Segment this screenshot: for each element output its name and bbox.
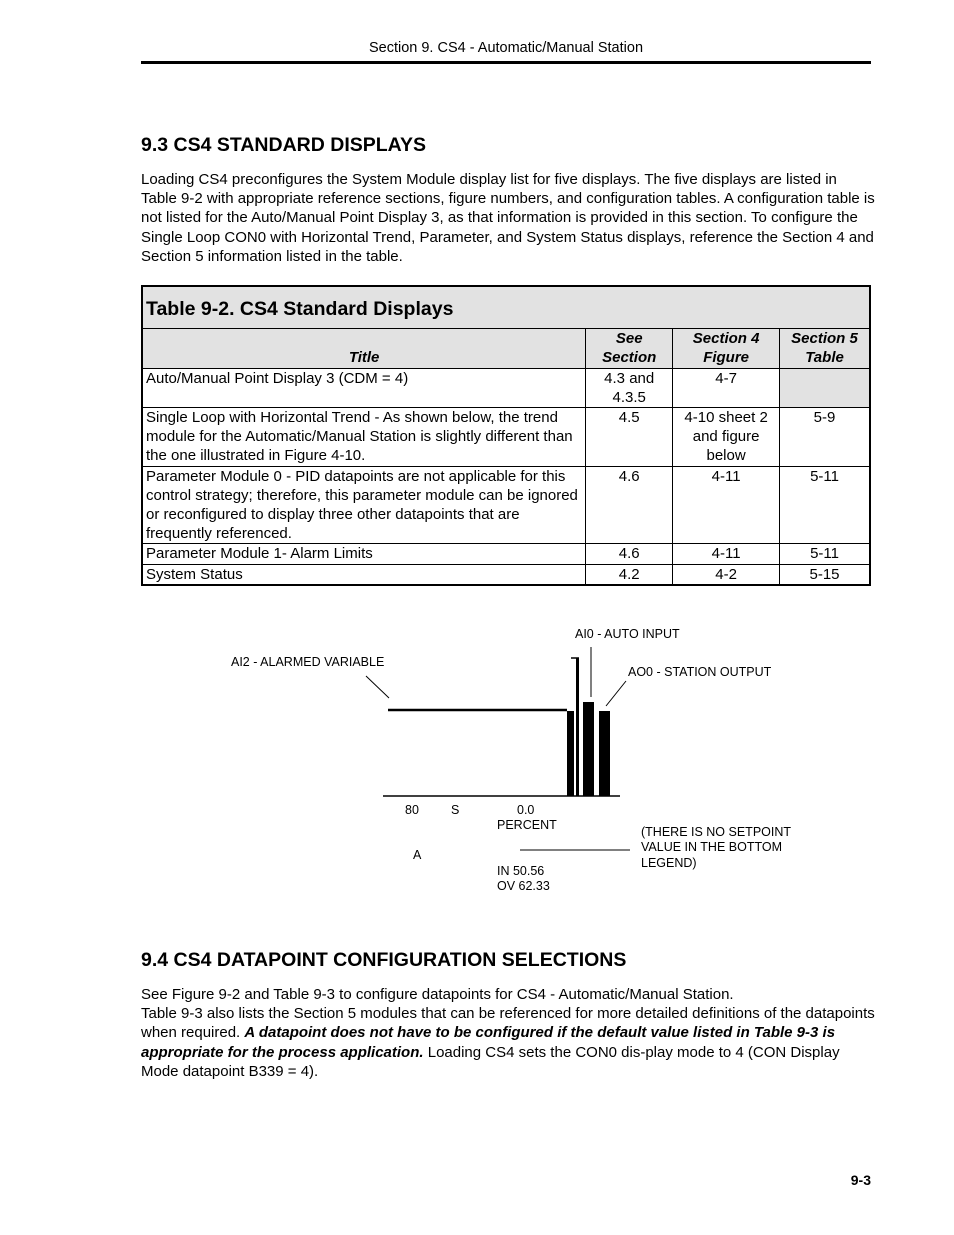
cell-see-section: 4.6 — [586, 544, 673, 564]
cell-title: Parameter Module 1- Alarm Limits — [143, 544, 586, 564]
legend-in-value: IN 50.56 — [497, 864, 545, 878]
section-9-4-continued-text — [141, 1004, 876, 1081]
cell-section5-table: 5-15 — [780, 564, 870, 584]
column-header-title: Title — [143, 329, 586, 368]
section-9-3-heading: 9.3 CS4 STANDARD DISPLAYS — [141, 134, 426, 156]
section-9-4-text-after: Loading CS4 sets the CON0 dis-play mode to 4 (CON Display Mode datapoint B339 = 4). — [141, 1043, 840, 1080]
setpoint-note-line1: (THERE IS NO SETPOINT — [641, 825, 792, 839]
legend-s: S — [451, 803, 460, 817]
section-9-4-paragraph — [141, 985, 876, 1081]
column-header-section5-table: Section 5 Table — [780, 329, 870, 368]
table-row — [143, 564, 870, 584]
bar-station-output — [599, 711, 610, 796]
standard-displays-table — [141, 285, 871, 586]
cell-section4-figure: 4-11 — [673, 466, 780, 544]
column-header-section4-figure: Section 4 Figure — [673, 329, 780, 368]
cell-see-section: 4.3 and 4.3.5 — [586, 368, 673, 407]
table-row — [143, 466, 870, 544]
trend-module-diagram — [0, 600, 954, 910]
cell-section4-figure: 4-7 — [673, 368, 780, 407]
cell-section5-table: 5-11 — [780, 466, 870, 544]
cell-title: Parameter Module 0 - PID datapoints are not applicable for this control strategy; therefore, this parameter module can be ignored or reconfigured to display three other datapoints that are frequently referenced. — [143, 466, 586, 544]
section-9-4-emphasis: A datapoint does not have to be configured if the default value listed in Table 9-3 is appropriate for the process application. — [141, 1024, 836, 1061]
legend-value: 0.0 — [517, 803, 535, 817]
table-row — [143, 408, 870, 467]
legend-a: A — [413, 848, 422, 862]
section-9-3-paragraph — [141, 170, 876, 266]
cell-section4-figure: 4-2 — [673, 564, 780, 584]
setpoint-note-line3: LEGEND) — [641, 856, 697, 870]
bar-alarmed-variable — [567, 711, 574, 796]
table-caption: Table 9-2. CS4 Standard Displays — [143, 287, 870, 329]
legend-range-80: 80 — [405, 803, 419, 817]
cell-title: Auto/Manual Point Display 3 (CDM = 4) — [143, 368, 586, 407]
leader-line-ai2 — [366, 676, 389, 698]
legend-units: PERCENT — [497, 818, 557, 832]
label-ai0-auto-input: AI0 - AUTO INPUT — [575, 627, 680, 641]
cell-title: System Status — [143, 564, 586, 584]
section-9-4-heading: 9.4 CS4 DATAPOINT CONFIGURATION SELECTIONS — [141, 949, 627, 971]
table-row — [143, 544, 870, 564]
table-row — [143, 368, 870, 407]
cell-section5-table: 5-9 — [780, 408, 870, 467]
cell-section5-table: 5-11 — [780, 544, 870, 564]
bar-auto-input — [583, 702, 594, 796]
bar-scale-marker — [576, 658, 579, 796]
cell-see-section: 4.6 — [586, 466, 673, 544]
cell-see-section: 4.5 — [586, 408, 673, 467]
label-ai2-alarmed-variable: AI2 - ALARMED VARIABLE — [231, 655, 385, 669]
cell-section4-figure: 4-10 sheet 2 and figure below — [673, 408, 780, 467]
setpoint-note-line2: VALUE IN THE BOTTOM — [641, 840, 782, 854]
column-header-see-section: See Section — [586, 329, 673, 368]
section-9-4-text-before: Table 9-3 also lists the Section 5 modules that can be referenced for more detailed definitions of the datapoints when required. — [141, 1005, 875, 1042]
section-9-3-paragraph-text: Loading CS4 preconfigures the System Module display list for five displays. The five displays are listed in Table 9-2 with appropriate reference sections, figure numbers, and configuration tables. A configuration table is not listed for the Auto/Manual Point Display 3, as that information is provided in this section. To configure the Single Loop CON0 with Horizontal Trend, Parameter, and System Status displays, reference the Section 4 and Section 5 information listed in the table. — [141, 171, 875, 265]
cell-section5-table — [780, 368, 870, 407]
cell-title: Single Loop with Horizontal Trend - As shown below, the trend module for the Automatic/Manual Station is slightly different than the one illustrated in Figure 4-10. — [143, 408, 586, 467]
cell-see-section: 4.2 — [586, 564, 673, 584]
cell-section4-figure: 4-11 — [673, 544, 780, 564]
page-number: 9-3 — [850, 1172, 871, 1188]
section-9-4-first-line: See Figure 9-2 and Table 9-3 to configure datapoints for CS4 - Automatic/Manual Station. — [141, 986, 734, 1003]
legend-ov-value: OV 62.33 — [497, 879, 550, 893]
header-rule — [141, 61, 871, 64]
label-ao0-station-output: AO0 - STATION OUTPUT — [628, 665, 772, 679]
table-header-row — [143, 329, 870, 368]
leader-line-ao0 — [606, 681, 626, 706]
running-header: Section 9. CS4 - Automatic/Manual Station — [368, 40, 644, 56]
